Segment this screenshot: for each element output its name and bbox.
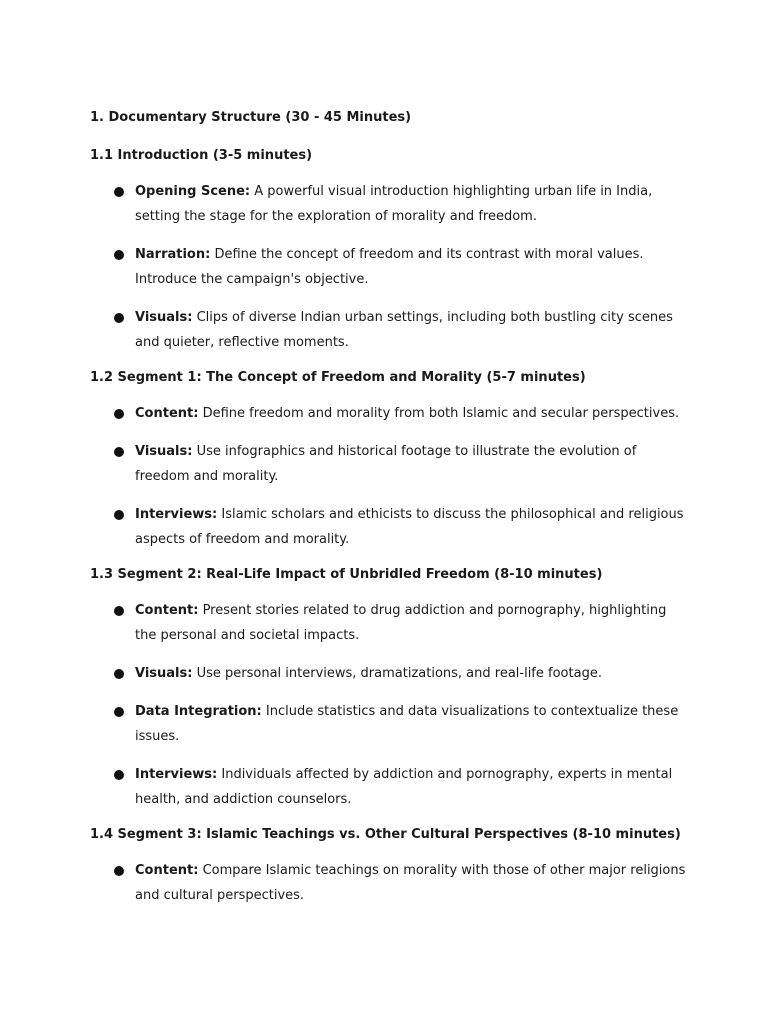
section-introduction bbox=[90, 146, 690, 355]
bullet-list bbox=[90, 401, 690, 552]
item-text: Islamic scholars and ethicists to discuss the philosophical and religious aspects of freedom and morality. bbox=[135, 507, 684, 547]
list-item bbox=[90, 858, 690, 908]
bullet-icon bbox=[114, 866, 124, 876]
section-heading: 1.3 Segment 2: Real-Life Impact of Unbridled Freedom (8-10 minutes) bbox=[90, 567, 603, 582]
section-segment-3 bbox=[90, 825, 690, 908]
bullet-icon bbox=[114, 250, 124, 260]
bullet-icon bbox=[114, 707, 124, 717]
item-text: Present stories related to drug addiction and pornography, highlighting the personal and societal impacts. bbox=[135, 603, 667, 643]
item-text: Use personal interviews, dramatizations, and real-life footage. bbox=[192, 666, 602, 681]
list-item bbox=[90, 179, 690, 229]
item-label: Visuals: bbox=[135, 444, 193, 459]
bullet-icon bbox=[114, 770, 124, 780]
list-item bbox=[90, 762, 690, 812]
bullet-list bbox=[90, 179, 690, 355]
item-text: Include statistics and data visualizations to contextualize these issues. bbox=[135, 704, 679, 744]
bullet-icon bbox=[114, 187, 124, 197]
bullet-list bbox=[90, 598, 690, 812]
item-label: Data Integration: bbox=[135, 704, 262, 719]
section-segment-1 bbox=[90, 368, 690, 552]
list-item bbox=[90, 502, 690, 552]
section-heading: 1.4 Segment 3: Islamic Teachings vs. Other Cultural Perspectives (8-10 minutes) bbox=[90, 827, 681, 842]
list-item bbox=[90, 439, 690, 489]
item-label: Visuals: bbox=[135, 310, 193, 325]
document-body bbox=[90, 108, 690, 921]
item-text: Define freedom and morality from both Islamic and secular perspectives. bbox=[198, 406, 680, 421]
item-label: Visuals: bbox=[135, 666, 193, 681]
bullet-icon bbox=[114, 409, 124, 419]
section-heading: 1.1 Introduction (3-5 minutes) bbox=[90, 148, 313, 163]
bullet-icon bbox=[114, 447, 124, 457]
list-item bbox=[90, 401, 690, 426]
item-label: Interviews: bbox=[135, 767, 218, 782]
item-label: Content: bbox=[135, 603, 199, 618]
section-heading: 1.2 Segment 1: The Concept of Freedom and Morality (5-7 minutes) bbox=[90, 370, 586, 385]
section-segment-2 bbox=[90, 565, 690, 812]
item-text: Individuals affected by addiction and pornography, experts in mental health, and addiction counselors. bbox=[135, 767, 673, 807]
item-label: Content: bbox=[135, 863, 199, 878]
item-label: Interviews: bbox=[135, 507, 218, 522]
bullet-icon bbox=[114, 669, 124, 679]
bullet-icon bbox=[114, 510, 124, 520]
item-text: Compare Islamic teachings on morality with those of other major religions and cultural perspectives. bbox=[135, 863, 686, 903]
item-label: Narration: bbox=[135, 247, 211, 262]
bullet-list bbox=[90, 858, 690, 908]
item-text: Clips of diverse Indian urban settings, including both bustling city scenes and quieter, reflective moments. bbox=[135, 310, 673, 350]
bullet-icon bbox=[114, 606, 124, 616]
bullet-icon bbox=[114, 313, 124, 323]
item-label: Opening Scene: bbox=[135, 184, 251, 199]
list-item bbox=[90, 598, 690, 648]
item-text: Use infographics and historical footage to illustrate the evolution of freedom and morality. bbox=[135, 444, 637, 484]
list-item bbox=[90, 305, 690, 355]
item-text: A powerful visual introduction highlighting urban life in India, setting the stage for the exploration of morality and freedom. bbox=[135, 184, 653, 224]
list-item bbox=[90, 699, 690, 749]
document-title: 1. Documentary Structure (30 - 45 Minutes) bbox=[90, 110, 412, 125]
list-item bbox=[90, 661, 690, 686]
list-item bbox=[90, 242, 690, 292]
item-text: Define the concept of freedom and its contrast with moral values. Introduce the campaign's objective. bbox=[135, 247, 644, 287]
item-label: Content: bbox=[135, 406, 199, 421]
